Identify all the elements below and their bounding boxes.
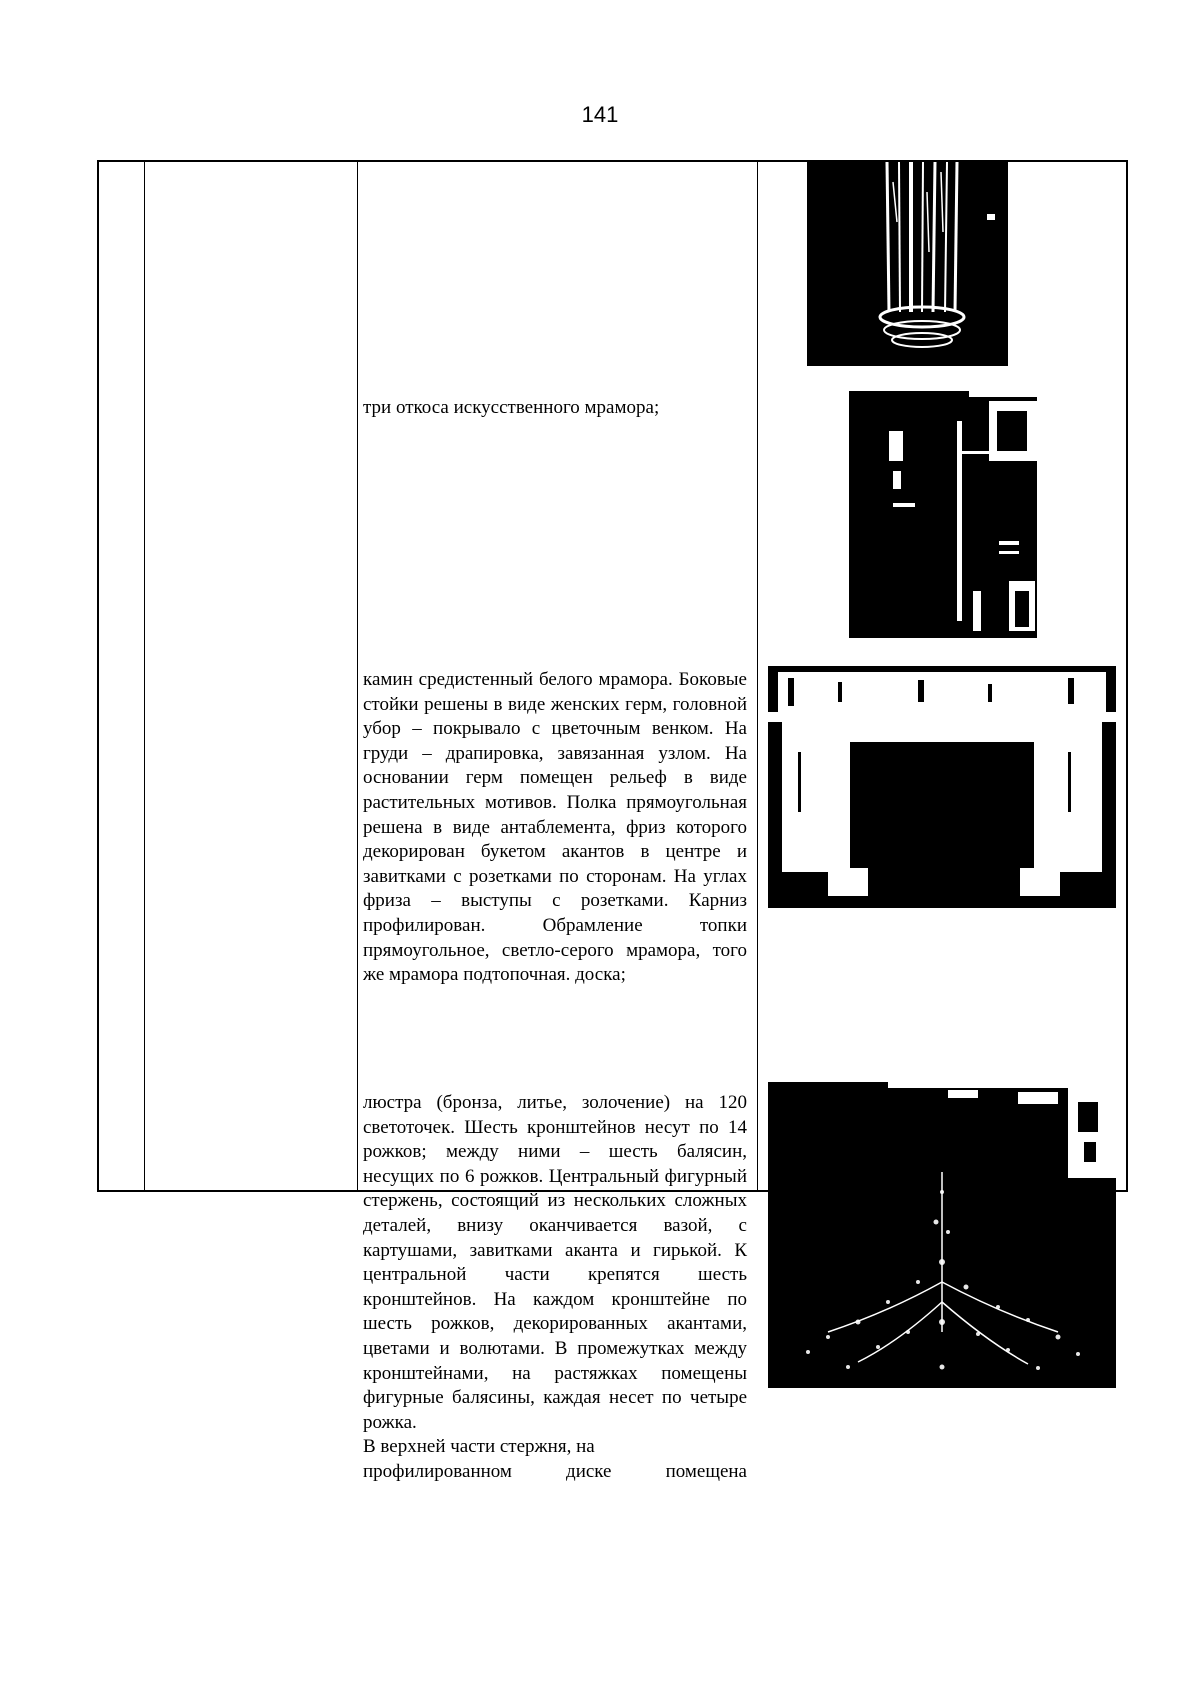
reveals-description: три откоса искусственного мрамора; xyxy=(363,397,660,418)
column-divider-1 xyxy=(144,162,145,1190)
crystal-glass-image xyxy=(807,162,1008,366)
chandelier-image xyxy=(768,1082,1116,1388)
fireplace-image xyxy=(768,662,1116,908)
photo-bronze-chandelier xyxy=(768,1082,1116,1388)
row-text-fireplace xyxy=(363,668,747,988)
fireplace-description: камин средистенный белого мрамора. Боковые стойки решены в виде женских герм, головной убор – покрывало с цветочным венком. На груди – драпировка, завязанная узлом. На основании герм помещен рельеф в виде растительных мотивов. Полка прямоугольная решена в виде антаблемента, фриз которого декорирован букетом акантов в центре и завитками с розетками по сторонам. На углах фриза – выступы с розетками. Карниз профилирован. Обрамление топки прямоугольное, светло-серого мрамора, того же мрамора подтопочная. доска; xyxy=(363,669,747,986)
column-divider-3 xyxy=(757,162,758,1190)
photo-marble-reveals xyxy=(849,391,1037,638)
photo-chandelier-fragment xyxy=(807,162,1008,366)
page-number: 141 xyxy=(581,102,619,127)
chandelier-description: люстра (бронза, литье, золочение) на 120 светоточек. Шесть кронштейнов несут по 14 рожков; между ними – шесть балясин, несущих по 6 рожков. Центральный фигурный стержень, состоящий из нескольких сложных деталей, внизу оканчивается вазой, с картушами, завитками аканта и гирькой. К центральной части крепятся шесть кронштейнов. На каждом кронштейне по шесть рожков, декорированных акантами, цветами и волютами. В промежутках между кронштейнами, на растяжках помещены фигурные балясины, каждая несет по четыре рожка. xyxy=(363,1092,747,1433)
column-divider-2 xyxy=(357,162,358,1190)
row-text-chandelier xyxy=(363,1091,747,1485)
marble-reveals-image xyxy=(849,391,1037,638)
row-text-reveals xyxy=(363,396,747,421)
photo-marble-fireplace xyxy=(768,662,1116,908)
chandelier-description-continued: В верхней части стержня, на профилированном диске помещена xyxy=(363,1436,747,1482)
